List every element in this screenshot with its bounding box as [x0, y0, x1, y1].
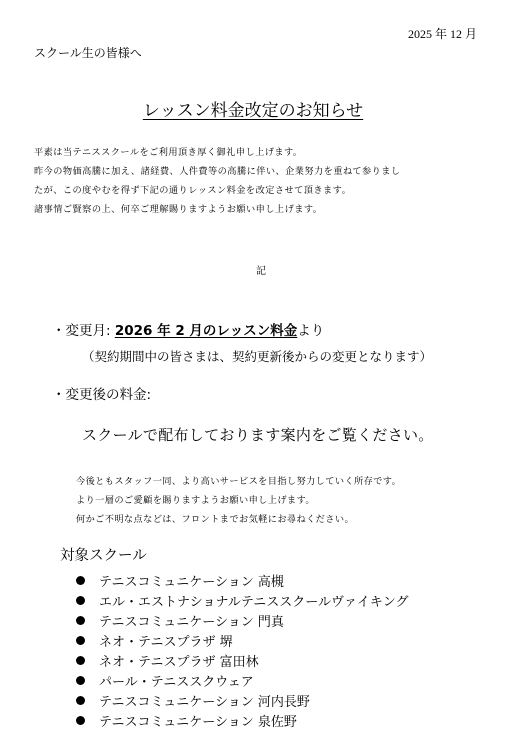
contract-note: （契約期間中の皆さまは、契約更新後からの変更となります） — [82, 349, 433, 364]
change-month-label: ・変更月: — [52, 323, 115, 339]
closing-line: 何かご不明な点などは、フロントまでお気軽にお尋ねください。 — [76, 514, 355, 525]
bullet-icon — [76, 676, 85, 685]
intro-line: 平素は当テニススクールをご利用頂き厚く御礼申し上げます。 — [34, 147, 303, 158]
bullet-icon — [76, 576, 85, 585]
school-name: テニスコミュニケーション 泉佐野 — [99, 714, 297, 730]
bullet-icon — [76, 716, 85, 725]
school-name: テニスコミュニケーション 高槻 — [99, 574, 284, 590]
list-item — [76, 670, 409, 690]
page-title — [0, 96, 506, 121]
bullet-icon — [76, 656, 85, 665]
intro-line: たが、この度やむを得ず下記の通りレッスン料金を改定させて頂きます。 — [34, 185, 352, 196]
list-item — [76, 630, 409, 650]
closing-line: より一層のご愛顧を賜りますようお願い申し上げます。 — [76, 495, 315, 506]
change-month-value: 2026 年 2 月のレッスン料金 — [114, 323, 298, 339]
list-item — [76, 690, 409, 710]
list-item — [76, 590, 409, 610]
ki-heading: 記 — [256, 266, 266, 277]
list-item — [76, 710, 409, 730]
new-fee-label: ・変更後の料金: — [52, 387, 152, 403]
bullet-icon — [76, 596, 85, 605]
notice-date: 2025 年 12 月 — [407, 27, 477, 41]
list-item — [76, 610, 409, 630]
list-item — [76, 570, 409, 590]
recipient-line: スクール生の皆様へ — [34, 46, 142, 60]
page-title-text: レッスン料金改定のお知らせ — [142, 101, 364, 121]
bullet-icon — [76, 636, 85, 645]
change-month-suffix: より — [297, 323, 325, 339]
bullet-icon — [76, 696, 85, 705]
intro-line: 昨今の物価高騰に加え、諸経費、人件費等の高騰に伴い、企業努力を重ねて参りまし — [34, 166, 401, 177]
fee-guidance: スクールで配布しております案内をご覧ください。 — [82, 426, 434, 444]
list-item — [76, 650, 409, 670]
target-schools-list — [76, 570, 409, 730]
school-name: エル・エストナショナルテニススクールヴァイキング — [99, 594, 409, 610]
bullet-icon — [76, 616, 85, 625]
school-name: テニスコミュニケーション 河内長野 — [99, 694, 310, 710]
target-schools-heading: 対象スクール — [60, 548, 147, 564]
school-name: パール・テニススクウェア — [99, 674, 254, 690]
school-name: ネオ・テニスプラザ 富田林 — [99, 654, 259, 670]
intro-line: 諸事情ご賢察の上、何卒ご理解賜りますようお願い申し上げます。 — [34, 204, 323, 215]
change-month-line — [52, 319, 324, 339]
closing-line: 今後ともスタッフ一同、より高いサービスを目指し努力していく所存です。 — [76, 476, 402, 487]
school-name: テニスコミュニケーション 門真 — [99, 614, 284, 630]
school-name: ネオ・テニスプラザ 堺 — [99, 634, 233, 650]
